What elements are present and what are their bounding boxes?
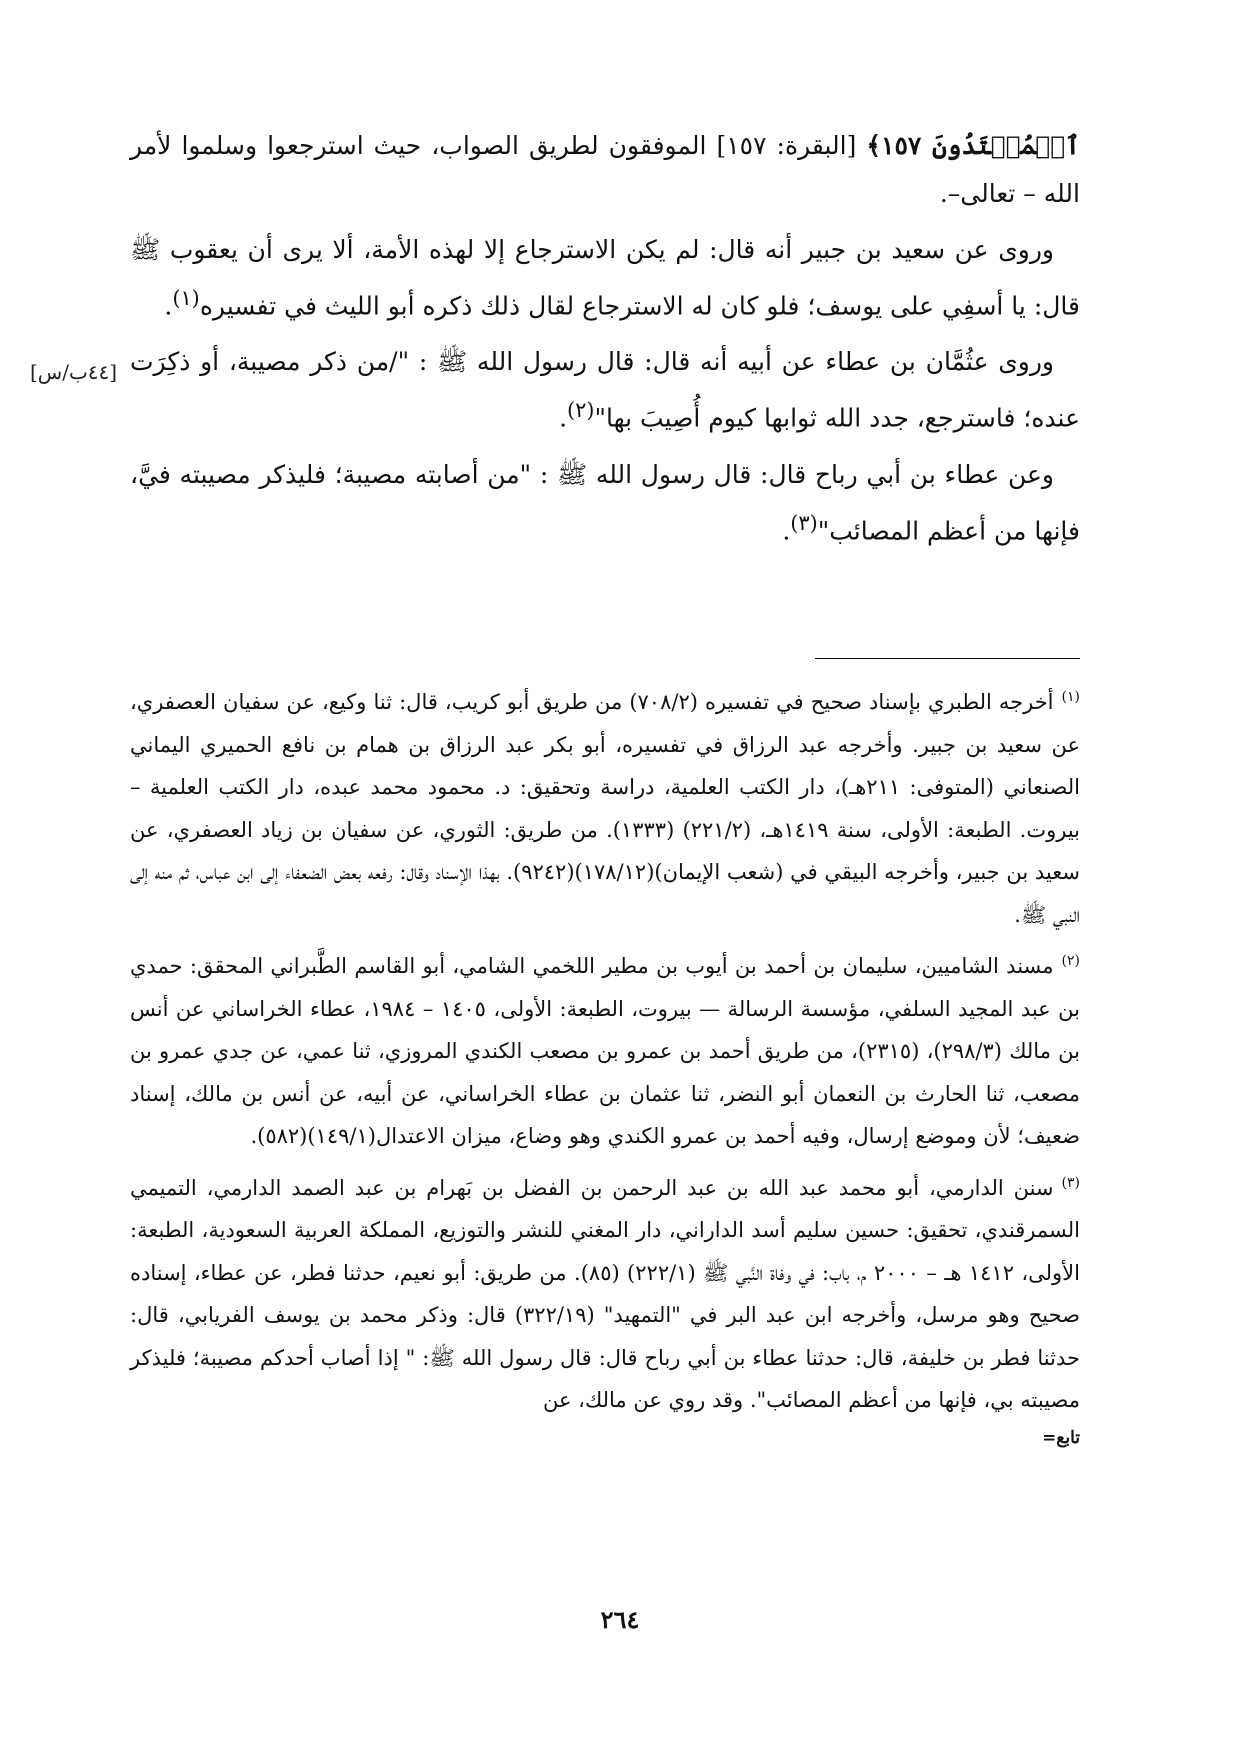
footnote-text: مسند الشاميين، سليمان بن أحمد بن أيوب بن مطير اللخمي الشامي، أبو القاسم الطَّبراني المحقق: حمدي بن عبد المجيد السلفي، مؤسسة الرسالة — بيروت، الطبعة: الأولى، ١٤٠٥ – ١٩٨٤، عطاء الخراساني عن أنس بن مالك (٢٩٨/٣)، (٢٣١٥)، من طريق أحمد بن عمرو بن مصعب الكندي المروزي، ثنا عمي، عن جدي عمرو بن مصعب، ثنا الحارث بن النعمان أبو النضر، ثنا عثمان بن عطاء الخراساني، عن أبيه، عن أنس بن مالك، إسناد ضعيف؛ لأن وموضع إرسال، وفيه أحمد بن عمرو الكندي وهو وضاع، ميزان الاعتدال(١٤٩/١)(٥٨٢).	[130, 954, 1081, 1148]
page-number: ٢٦٤	[600, 1605, 640, 1634]
footnote-continued-label: تابع=	[1042, 1427, 1080, 1448]
paragraph-2-text: وروى عن سعيد بن جبير أنه قال: لم يكن الاسترجاع إلا لهذه الأمة، ألا يرى أن يعقوب ﷺ قال: يا أسفِي على يوسف؛ فلو كان له الاسترجاع لقال ذلك ذكره أبو الليث في تفسيره	[130, 235, 1080, 321]
paragraph-2	[130, 226, 1080, 330]
footnote-ref-3[interactable]: (٣)	[790, 510, 818, 535]
footnote-text: أخرجه الطبري بإسناد صحيح في تفسيره (٧٠٨/٢) من طريق أبو كريب، قال: ثنا وكيع، عن سفيان العصفري، عن سعيد بن جبير. وأخرجه عبد الرزاق في تفسيره، أبو بكر عبد الرزاق بن همام بن نافع الحميري اليماني الصنعاني (المتوفى: ٢١١هـ)، دار الكتب العلمية، دراسة وتحقيق: د. محمود محمد عبده، دار الكتب العلمية – بيروت. الطبعة: الأولى، سنة ١٤١٩هـ، (٢٢١/٢) (١٣٣٣). من طريق: الثوري، عن سفيان بن زياد العصفري، عن سعيد بن جبير، وأخرجه البيقي في (شعب الإيمان)(١٧٨/١٢)(٩٢٤٢). بهذا الإسناد وقال: رفعه بعض الضعفاء إلى ابن عباس، ثم منه إلى النبي ﷺ.	[130, 690, 1081, 927]
quran-verse: ٱلۡمُهۡتَدُونَ ١٥٧﴾	[866, 131, 1081, 160]
paragraph-2-end: .	[164, 291, 173, 321]
manuscript-folio-marker: [٤٤ب/س]	[30, 360, 118, 384]
footnote-ref-2[interactable]: (٢)	[567, 398, 595, 423]
footnote-divider	[815, 658, 1080, 659]
footnote-number: (٢)	[1061, 953, 1080, 969]
footnote-2	[130, 940, 1080, 1158]
main-text-body	[130, 122, 1080, 563]
footnote-text: سنن الدارمي، أبو محمد عبد الله بن عبد الرحمن بن الفضل بن بَهرام بن عبد الصمد الدارمي، التميمي السمرقندي، تحقيق: حسين سليم أسد الداراني، دار المغني للنشر والتوزيع، المملكة العربية السعودية، الطبعة: الأولى، ١٤١٢ هـ – ٢٠٠٠ م، باب: في وفاة النَّبي ﷺ (٢٢٢/١) (٨٥). من طريق: أبو نعيم، حدثنا فطر، عن عطاء، إسناده صحيح وهو مرسل، وأخرجه ابن عبد البر في "التمهيد" (٣٢٢/١٩) قال: وذكر محمد بن يوسف الفريابي، قال: حدثنا فطر بن خليفة، قال: حدثنا عطاء بن أبي رباح قال: قال رسول الله ﷺ: " إذا أصاب أحدكم مصيبة؛ فليذكر مصيبته بي، فإنها من أعظم المصائب". وقد روي عن مالك، عن	[130, 1175, 1080, 1412]
footnote-3	[130, 1162, 1080, 1422]
paragraph-1	[130, 122, 1080, 218]
paragraph-3-end: .	[559, 403, 568, 433]
paragraph-4-text: وعن عطاء بن أبي رباح قال: قال رسول الله ﷺ : "من أصابته مصيبة؛ فليذكر مصيبته فيَّ، فإنها من أعظم المصائب"	[130, 459, 1080, 545]
paragraph-1-text: [البقرة: ١٥٧] الموفقون لطريق الصواب، حيث استرجعوا وسلموا لأمر الله – تعالى–.	[130, 131, 1080, 208]
paragraph-3-text: وروى عثُمَّان بن عطاء عن أبيه أنه قال: قال رسول الله ﷺ : "/من ذكر مصيبة، أو ذكِرَت عنده؛ فاسترجع، جدد الله ثوابها كيوم أُصِيبَ بها"	[130, 347, 1080, 433]
paragraph-4-end: .	[782, 515, 791, 545]
paragraph-4	[130, 451, 1080, 555]
footnotes-section	[130, 676, 1080, 1467]
paragraph-3	[130, 338, 1080, 442]
footnote-number: (١)	[1061, 689, 1080, 705]
footnote-1	[130, 676, 1080, 936]
footnote-number: (٣)	[1061, 1174, 1080, 1191]
footnote-ref-1[interactable]: (١)	[172, 286, 200, 310]
